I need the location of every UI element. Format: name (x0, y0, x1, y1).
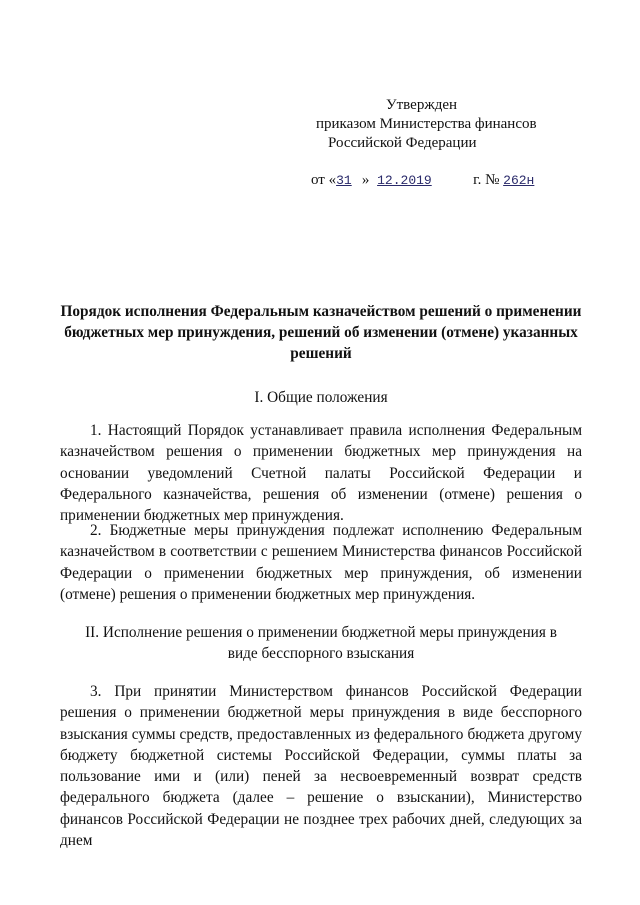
order-number: 262н (503, 173, 535, 188)
paragraph-1: 1. Настоящий Порядок устанавливает правила исполнения Федеральным казначейством решения о применении бюджетных мер принуждения на основании уведомлений Счетной палаты Российской Федерации и Федерального казначейства, решения об изменении (отмене) решения о применении бюджетных мер принуждения. (60, 422, 582, 525)
approval-line-approved: Утвержден (386, 97, 458, 113)
document-title: Порядок исполнения Федеральным казначейством решений о применении бюджетных мер принуждения, решений об изменении (отмене) указанных решений (60, 303, 582, 362)
paragraph-3: 3. При принятии Министерством финансов Российской Федерации решения о применении бюджетной меры принуждения в виде бесспорного взыскания суммы средств, предоставленных из федерального бюджета другому бюджету бюджетной системы Российской Федерации, суммы платы за пользование ими и (или) пеней за несвоевременный возврат средств федерального бюджета (далее – решение о взыскании), Министерство финансов Российской Федерации не позднее трех рабочих дней, следующих за днем (60, 683, 582, 850)
order-date-line (311, 172, 534, 189)
section-2-heading-line1: II. Исполнение решения о применении бюджетной меры принуждения в (85, 624, 557, 641)
date-day: 31 (336, 173, 352, 188)
section-1-heading: I. Общие положения (254, 389, 388, 406)
section-2-heading-line2: виде бесспорного взыскания (227, 645, 415, 662)
approval-line-order: приказом Министерства финансов (316, 116, 537, 132)
date-middle: » (358, 172, 374, 188)
approval-line-federation: Российской Федерации (328, 135, 477, 151)
approval-stamp (300, 96, 600, 153)
paragraph-2: 2. Бюджетные меры принуждения подлежат исполнению Федеральным казначейством в соответствии с решением Министерства финансов Российской Федерации о применении бюджетных мер принуждения, об изменении (отмене) решения о применении бюджетных мер принуждения. (60, 522, 582, 603)
date-month-year: 12.2019 (377, 173, 432, 188)
date-prefix: от « (311, 172, 337, 188)
section-2-heading (56, 622, 586, 664)
order-number-prefix: г. № (473, 172, 504, 188)
